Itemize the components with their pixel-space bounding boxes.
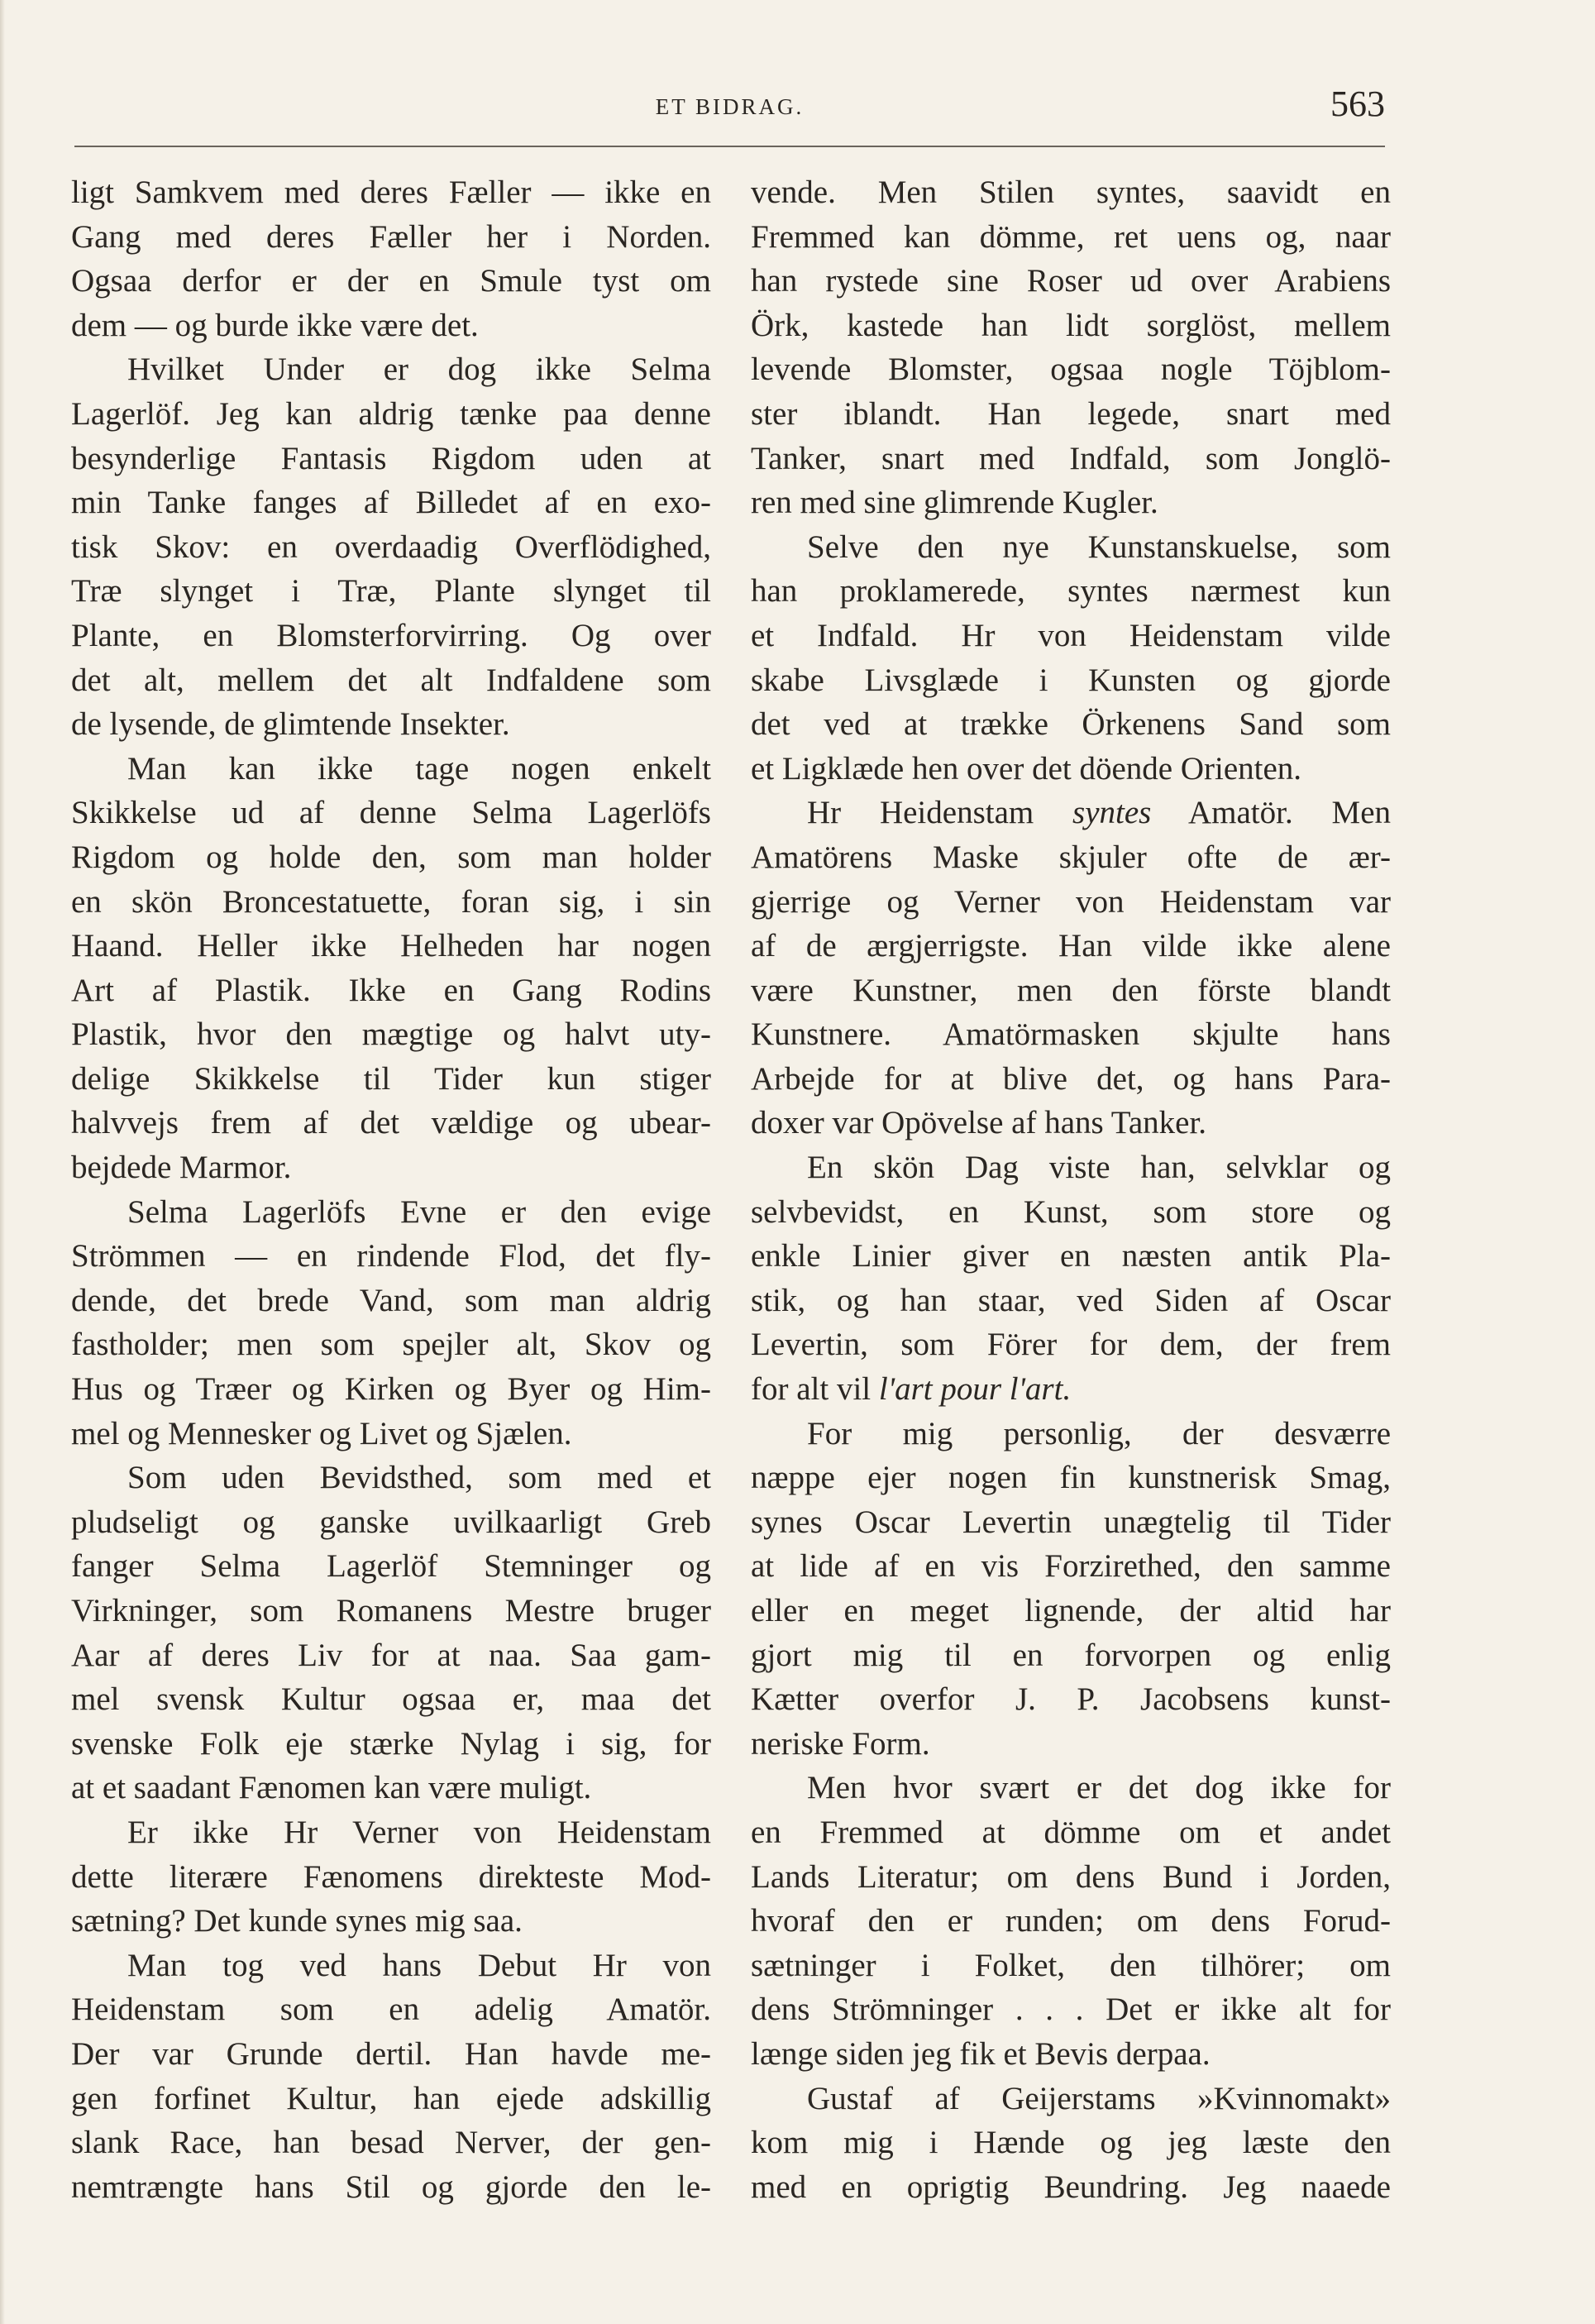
running-head: ET BIDRAG. xyxy=(655,94,805,119)
text-line: gjerrige og Verner von Heidenstam var xyxy=(751,883,1391,920)
text-line: Fremmed kan dömme, ret uens og, naar xyxy=(751,218,1391,255)
text-line: han rystede sine Roser ud over Arabiens xyxy=(751,263,1391,299)
text-line: Kætter overfor J. P. Jacobsens kunst- xyxy=(751,1681,1391,1718)
header-rule xyxy=(74,146,1385,147)
text-line: Rigdom og holde den, som man holder xyxy=(71,839,711,875)
text-line: det alt, mellem det alt Indfaldene som xyxy=(71,662,711,698)
text-line: det ved at trække Örkenens Sand som xyxy=(751,706,1391,743)
text-line: Er ikke Hr Verner von Heidenstam xyxy=(127,1814,711,1850)
text-line: at lide af en vis Forzirethed, den samme xyxy=(751,1548,1391,1585)
text-line: dette literære Fænomens direkteste Mod- xyxy=(71,1858,711,1895)
text-fragment: for alt vil xyxy=(751,1371,872,1408)
text-line: Skikkelse ud af denne Selma Lagerlöfs xyxy=(71,795,711,831)
text-line: gjort mig til en forvorpen og enlig xyxy=(751,1637,1391,1673)
text-line: et Ligklæde hen over det döende Orienten. xyxy=(751,750,1302,787)
text-line: Virkninger, som Romanens Mestre bruger xyxy=(71,1593,711,1628)
italic-word: syntes xyxy=(1072,795,1152,831)
text-line: Heidenstam som en adelig Amatör. xyxy=(71,1992,711,2028)
text-line: hvoraf den er runden; om dens Forud- xyxy=(751,1903,1391,1939)
text-line: doxer var Opövelse af hans Tanker. xyxy=(751,1105,1207,1141)
text-line: halvvejs frem af det vældige og ubear- xyxy=(71,1105,711,1141)
text-line: besynderlige Fantasis Rigdom uden at xyxy=(71,440,711,476)
text-line: et Indfald. Hr von Heidenstam vilde xyxy=(751,617,1391,653)
text-line: være Kunstner, men den förste blandt xyxy=(751,972,1391,1008)
text-line: mel og Mennesker og Livet og Sjælen. xyxy=(71,1415,572,1451)
text-line: delige Skikkelse til Tider kun stiger xyxy=(71,1060,711,1097)
text-line: For mig personlig, der desværre xyxy=(807,1415,1391,1451)
text-line: skabe Livsglæde i Kunsten og gjorde xyxy=(751,662,1391,698)
left-column xyxy=(71,170,711,2209)
text-line: fanger Selma Lagerlöf Stemninger og xyxy=(71,1548,711,1585)
text-line: af de ærgjerrigste. Han vilde ikke alene xyxy=(751,928,1391,964)
text-line: pludseligt og ganske uvilkaarligt Greb xyxy=(71,1504,711,1540)
text-line: Selma Lagerlöfs Evne er den evige xyxy=(127,1193,711,1230)
text-line: ster iblandt. Han legede, snart med xyxy=(751,395,1391,432)
text-line: stik, og han staar, ved Siden af Oscar xyxy=(751,1282,1391,1318)
text-line: synes Oscar Levertin unægtelig til Tider xyxy=(751,1504,1391,1540)
text-line: selvbevidst, en Kunst, som store og xyxy=(751,1193,1391,1230)
text-line: En skön Dag viste han, selvklar og xyxy=(807,1150,1391,1186)
text-line: Strömmen — en rindende Flod, det fly- xyxy=(71,1238,711,1274)
text-line: Lagerlöf. Jeg kan aldrig tænke paa denne xyxy=(71,395,711,432)
text-line: ren med sine glimrende Kugler. xyxy=(751,485,1158,521)
text-line: Gang med deres Fæller her i Norden. xyxy=(71,218,711,255)
text-line: en skön Broncestatuette, foran sig, i sin xyxy=(71,883,711,920)
page-header xyxy=(74,83,1385,149)
text-fragment: Amatör. Men xyxy=(1188,795,1391,831)
text-line: ligt Samkvem med deres Fæller — ikke en xyxy=(71,175,711,210)
text-line: han proklamerede, syntes nærmest kun xyxy=(751,573,1391,610)
text-line: svenske Folk eje stærke Nylag i sig, for xyxy=(71,1725,711,1762)
text-line: mel svensk Kultur ogsaa er, maa det xyxy=(71,1681,711,1718)
text-line: længe siden jeg fik et Bevis derpaa. xyxy=(751,2035,1211,2072)
page-edge xyxy=(0,0,5,2324)
right-column xyxy=(751,170,1391,2209)
text-line: Plante, en Blomsterforvirring. Og over xyxy=(71,617,711,653)
text-line: Træ slynget i Træ, Plante slynget til xyxy=(71,573,711,610)
text-line: Art af Plastik. Ikke en Gang Rodins xyxy=(71,972,711,1008)
text-line: Örk, kastede han lidt sorglöst, mellem xyxy=(751,307,1391,343)
text-line: fastholder; men som spejler alt, Skov og xyxy=(71,1327,711,1363)
text-line: sætning? Det kunde synes mig saa. xyxy=(71,1903,523,1939)
text-line: med en oprigtig Beundring. Jeg naaede xyxy=(751,2169,1391,2205)
text-line: Aar af deres Liv for at naa. Saa gam- xyxy=(71,1637,711,1673)
text-line: tisk Skov: en overdaadig Overflödighed, xyxy=(71,528,711,565)
text-line: Hus og Træer og Kirken og Byer og Him- xyxy=(71,1371,711,1408)
text-line: neriske Form. xyxy=(751,1725,930,1762)
page-number: 563 xyxy=(1330,84,1385,124)
text-line: Plastik, hvor den mægtige og halvt uty- xyxy=(71,1016,711,1053)
text-line: enkle Linier giver en næsten antik Pla- xyxy=(751,1238,1391,1274)
text-line: Ogsaa derfor er der en Smule tyst om xyxy=(71,263,711,299)
text-line: sætninger i Folket, den tilhörer; om xyxy=(751,1947,1391,1983)
text-line: en Fremmed at dömme om et andet xyxy=(751,1814,1391,1850)
text-line xyxy=(751,791,1391,835)
text-line: dende, det brede Vand, som man aldrig xyxy=(71,1282,711,1318)
text-line: Amatörens Maske skjuler ofte de ær- xyxy=(751,839,1391,875)
italic-phrase: l'art pour l'art. xyxy=(878,1371,1072,1408)
text-line: Som uden Bevidsthed, som med et xyxy=(127,1460,711,1496)
text-line: eller en meget lignende, der altid har xyxy=(751,1593,1391,1628)
text-line: Men hvor svært er det dog ikke for xyxy=(807,1770,1391,1806)
text-line: Tanker, snart med Indfald, som Jonglö- xyxy=(751,440,1391,476)
text-line: gen forfinet Kultur, han ejede adskillig xyxy=(71,2080,711,2116)
text-line: Arbejde for at blive det, og hans Para- xyxy=(751,1060,1391,1097)
text-line: dens Strömninger . . . Det er ikke alt for xyxy=(751,1992,1391,2028)
text-line: Lands Literatur; om dens Bund i Jorden, xyxy=(751,1858,1391,1895)
text-fragment: Hr Heidenstam xyxy=(807,795,1034,831)
text-line: bejdede Marmor. xyxy=(71,1150,292,1186)
text-line xyxy=(751,1367,1391,1412)
text-line: Kunstnere. Amatörmasken skjulte hans xyxy=(751,1016,1391,1053)
text-line: de lysende, de glimtende Insekter. xyxy=(71,706,510,743)
text-line: slank Race, han besad Nerver, der gen- xyxy=(71,2125,711,2161)
text-line: Haand. Heller ikke Helheden har nogen xyxy=(71,928,711,964)
text-line: næppe ejer nogen fin kunstnerisk Smag, xyxy=(751,1460,1391,1496)
text-line: at et saadant Fænomen kan være muligt. xyxy=(71,1770,592,1806)
text-line: Selve den nye Kunstanskuelse, som xyxy=(807,528,1391,565)
text-line: Gustaf af Geijerstams »Kvinnomakt» xyxy=(807,2080,1391,2116)
text-line: Levertin, som Förer for dem, der frem xyxy=(751,1327,1391,1363)
text-line: Der var Grunde dertil. Han havde me- xyxy=(71,2035,711,2072)
text-line: nemtrængte hans Stil og gjorde den le- xyxy=(71,2169,711,2205)
text-line: min Tanke fanges af Billedet af en exo- xyxy=(71,485,711,521)
text-line: Hvilket Under er dog ikke Selma xyxy=(127,351,711,388)
text-line: vende. Men Stilen syntes, saavidt en xyxy=(751,175,1391,210)
text-line: kom mig i Hænde og jeg læste den xyxy=(751,2125,1391,2161)
text-line: Man tog ved hans Debut Hr von xyxy=(127,1947,711,1983)
text-line: levende Blomster, ogsaa nogle Töjblom- xyxy=(751,351,1391,388)
text-line: dem — og burde ikke være det. xyxy=(71,307,479,343)
text-line: Man kan ikke tage nogen enkelt xyxy=(127,750,711,787)
